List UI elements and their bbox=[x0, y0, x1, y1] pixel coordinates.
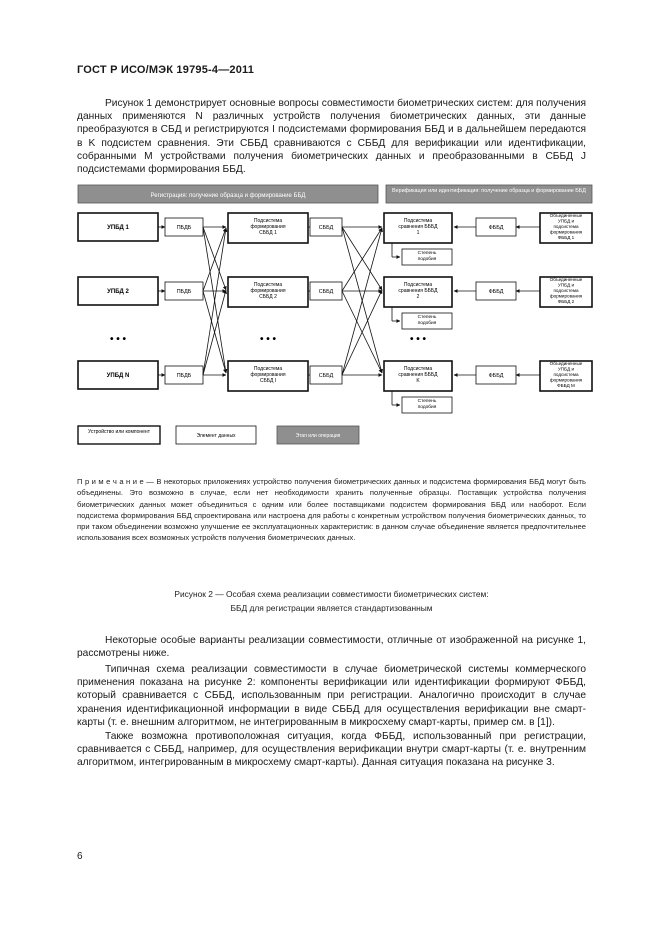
formation-subsystem-label: Подсистема формирования СББД 1 bbox=[250, 218, 286, 236]
similarity-score-label: Степень подобия bbox=[417, 315, 437, 326]
intro-paragraph: Рисунок 1 демонстрирует основные вопросы совместимости биометрических систем: для получения данных применяются N различных устройств получения биометрических данных, эти данные преобразуются в СБД и регистрируются I подсистемами формирования ББД и в дальнейшем передаются в K подсистем сравнения. Эти СББД сравниваются с СББД для верификации или идентификации, собранными M устройствами получения биометрических данных и преобразованными в СББД J подсистемами формирования ББД. bbox=[77, 98, 586, 176]
figure-note: П р и м е ч а н и е — В некоторых приложениях устройство получения биометрических данных и подсистема формирования ББД могут быть объединены. Это возможно в случае, если нет необходимости хранить полученные образцы. Поставщик устройства получения биометрических данных может объединиться с одним или более поставщиками подсистем формирования ББД или наоборот. Если подсистема формирования ББД спроектирована или настроена для работы с конкретным устройством получения биометрических данных, то при таком объединении возможно улучшение ее эксплуатационных характеристик: в данном случае объединение является предпочтительнее использования всех возможных устройств получения биометрических данных. bbox=[77, 477, 586, 543]
formation-subsystem-label: Подсистема формирования СББД 2 bbox=[250, 282, 286, 300]
right-crossing-lines bbox=[342, 227, 382, 375]
sbbd-data-label: СББД bbox=[318, 373, 334, 379]
combined-device-label: Объединенные УПБД и подсистема формирования ФББД M bbox=[549, 360, 583, 389]
similarity-score-label: Степень подобия bbox=[417, 399, 437, 410]
ellipsis-dots: • • • bbox=[109, 334, 127, 345]
body-paragraph-2: Типичная схема реализации совместимости в случае биометрической системы коммерческого применения показана на рисунке 2: компоненты верификации или идентификации формируют ФББД, который сравнивается с СББД, использованным при регистрации. Аналогично происходит в случае хранения идентификационной информации в виде СББД для осуществления верификации вне смарт-карты (т. е. внешним алгоритмом, не интегрированным в микросхему смарт-карты, пример см. в [1]). bbox=[77, 664, 586, 728]
fbbd-data-label: ФББД bbox=[488, 289, 504, 295]
page-number: 6 bbox=[77, 851, 83, 862]
legend-data-label: Элемент данных bbox=[196, 433, 236, 439]
sbbd-data-label: СББД bbox=[318, 225, 334, 231]
verification-banner-label: Верификация или идентификация: получение образца и формирование ББД bbox=[392, 188, 586, 194]
interoperability-diagram bbox=[70, 180, 600, 452]
comparison-subsystem-label: Подсистема сравнения БББД 2 bbox=[398, 282, 438, 300]
body-paragraph-3: Также возможна противоположная ситуация, когда ФББД, использованный при регистрации, сравнивается с СББД, например, для осуществления верификации внутри смарт-карты (т. е. внутренним алгоритмом, интегрированным в микросхему смарт-карты). Данная ситуация показана на рисунке 3. bbox=[77, 731, 586, 769]
ubd-device-label: УПБД N bbox=[106, 373, 130, 379]
registration-banner-label: Регистрация: получение образца и формирование ББД bbox=[150, 193, 306, 199]
fbbd-data-label: ФББД bbox=[488, 225, 504, 231]
legend-process-label: Этап или операция bbox=[295, 433, 341, 439]
legend-device-label: Устройство или компонент bbox=[88, 429, 150, 435]
ellipsis-dots: • • • bbox=[259, 334, 277, 345]
pbd-data-label: ПБДБ bbox=[176, 373, 192, 379]
formation-subsystem-label: Подсистема формирования СББД I bbox=[250, 366, 286, 384]
diagram-rows bbox=[78, 213, 592, 413]
similarity-score-label: Степень подобия bbox=[417, 251, 437, 262]
figure-caption-line-2: ББД для регистрации является стандартизованным bbox=[230, 603, 433, 613]
figure-caption-line-1: Рисунок 2 — Особая схема реализации совместимости биометрических систем: bbox=[174, 589, 489, 599]
ubd-device-label: УПБД 1 bbox=[107, 225, 129, 231]
pbd-data-label: ПБДБ bbox=[176, 289, 192, 295]
left-crossing-lines bbox=[203, 227, 226, 375]
combined-device-label: Объединенные УПБД и подсистема формирования ФББД 1 bbox=[549, 212, 583, 241]
sbbd-data-label: СББД bbox=[318, 289, 334, 295]
fbbd-data-label: ФББД bbox=[488, 373, 504, 379]
body-paragraph-1: Некоторые особые варианты реализации совместимости, отличные от изображенной на рисунке 1, рассмотрены ниже. bbox=[77, 635, 586, 660]
combined-device-label: Объединенные УПБД и подсистема формирования ФББД 2 bbox=[549, 276, 583, 305]
document-header: ГОСТ Р ИСО/МЭК 19795-4—2011 bbox=[77, 64, 255, 76]
ellipsis-dots: • • • bbox=[409, 334, 427, 345]
pbd-data-label: ПБДБ bbox=[176, 225, 192, 231]
ubd-device-label: УПБД 2 bbox=[107, 289, 129, 295]
comparison-subsystem-label: Подсистема сравнения БББД 1 bbox=[398, 218, 438, 236]
comparison-subsystem-label: Подсистема сравнения БББД K bbox=[398, 366, 438, 384]
